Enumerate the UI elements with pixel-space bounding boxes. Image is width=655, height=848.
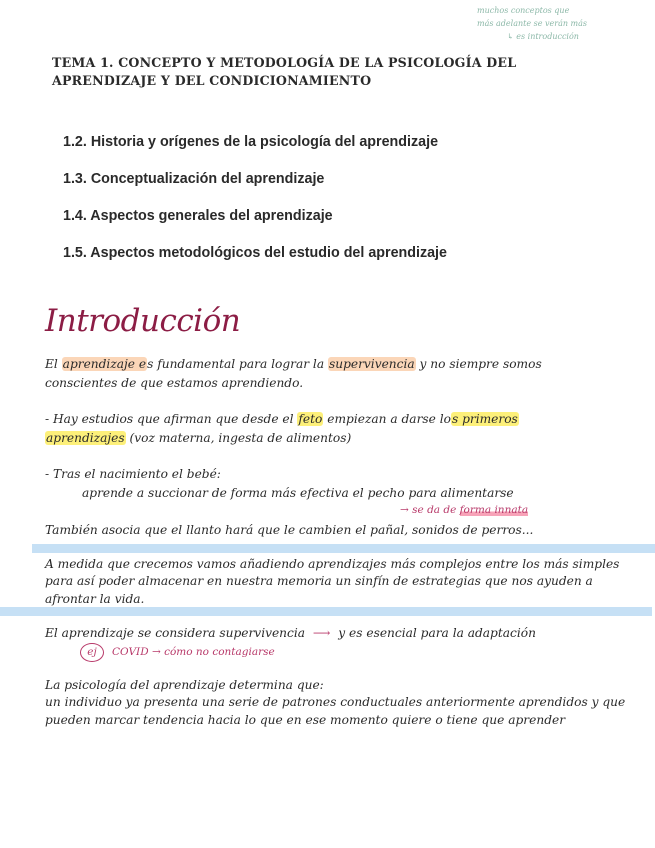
text: y es esencial para la adaptación xyxy=(338,626,536,640)
text: empiezan a darse lo xyxy=(323,412,451,426)
text: (voz materna, ingesta de alimentos) xyxy=(125,431,352,445)
toc-item: 1.3. Conceptualización del aprendizaje xyxy=(63,171,325,187)
text: → se da de xyxy=(400,504,460,516)
paragraph-3-line-3: También asocia que el llanto hará que le cambien el pañal, sonidos de perros... xyxy=(45,523,534,537)
highlight-aprendizaje: aprendizaje e xyxy=(62,357,147,371)
blue-highlight-band xyxy=(32,544,655,553)
paragraph-1-line-1 xyxy=(45,355,542,374)
paragraph-2-line-2 xyxy=(45,429,351,448)
blue-highlight-band xyxy=(0,607,652,616)
paragraph-3-line-2: aprende a succionar de forma más efectiva el pecho para alimentarse xyxy=(82,486,514,500)
table-of-contents xyxy=(63,132,447,280)
text: El xyxy=(45,357,62,371)
highlight-forma-innata: forma innata xyxy=(459,504,529,516)
paragraph-5-line-1 xyxy=(45,624,536,643)
highlight-feto: feto xyxy=(298,412,323,426)
margin-note xyxy=(477,4,647,43)
highlight-aprendizajes: aprendizajes xyxy=(46,431,125,445)
highlight-primeros: s primeros xyxy=(451,412,518,426)
document-title xyxy=(52,54,612,90)
paragraph-4-line-2: para así poder almacenar en nuestra memoria un sinfín de estrategias que nos ayuden a xyxy=(45,574,593,588)
paragraph-2-line-1 xyxy=(45,410,519,429)
text: El aprendizaje se considera supervivencia xyxy=(45,626,306,640)
toc-item: 1.5. Aspectos metodológicos del estudio del aprendizaje xyxy=(63,245,447,261)
paragraph-4-line-3: afrontar la vida. xyxy=(45,592,145,606)
text: - Hay estudios que afirman que desde el xyxy=(45,412,298,426)
margin-note-line: ↳ es introducción xyxy=(507,32,579,41)
paragraph-1-line-2: conscientes de que estamos aprendiendo. xyxy=(45,376,304,390)
introduction-heading: Introducción xyxy=(45,303,241,339)
paragraph-6-line-2: un individuo ya presenta una serie de patrones conductuales anteriormente aprendidos y que xyxy=(45,695,626,709)
text: COVID → cómo no contagiarse xyxy=(112,646,275,658)
margin-note-line: muchos conceptos que xyxy=(477,6,570,15)
text: s fundamental para lograr la xyxy=(147,357,328,371)
example-note xyxy=(80,643,275,662)
arrow-icon: ⟶ xyxy=(312,626,331,640)
paragraph-6-line-3: pueden marcar tendencia hacia lo que en ese momento quiere o tiene que aprender xyxy=(45,713,566,727)
highlight-supervivencia: supervivencia xyxy=(328,357,415,371)
title-line-1: TEMA 1. CONCEPTO Y METODOLOGÍA DE LA PSICOLOGÍA DEL xyxy=(52,55,517,70)
toc-item: 1.2. Historia y orígenes de la psicología del aprendizaje xyxy=(63,134,439,150)
text: y no siempre somos xyxy=(415,357,542,371)
paragraph-6-line-1: La psicología del aprendizaje determina que: xyxy=(45,678,324,692)
example-badge: ej xyxy=(80,643,104,662)
title-line-2: APRENDIZAJE Y DEL CONDICIONAMIENTO xyxy=(52,73,372,88)
margin-note-line: más adelante se verán más xyxy=(477,19,587,28)
toc-item: 1.4. Aspectos generales del aprendizaje xyxy=(63,208,333,224)
innate-note xyxy=(400,504,528,516)
paragraph-4-line-1: A medida que crecemos vamos añadiendo aprendizajes más complejos entre los más simples xyxy=(45,557,620,571)
paragraph-3-line-1: - Tras el nacimiento el bebé: xyxy=(45,467,221,481)
